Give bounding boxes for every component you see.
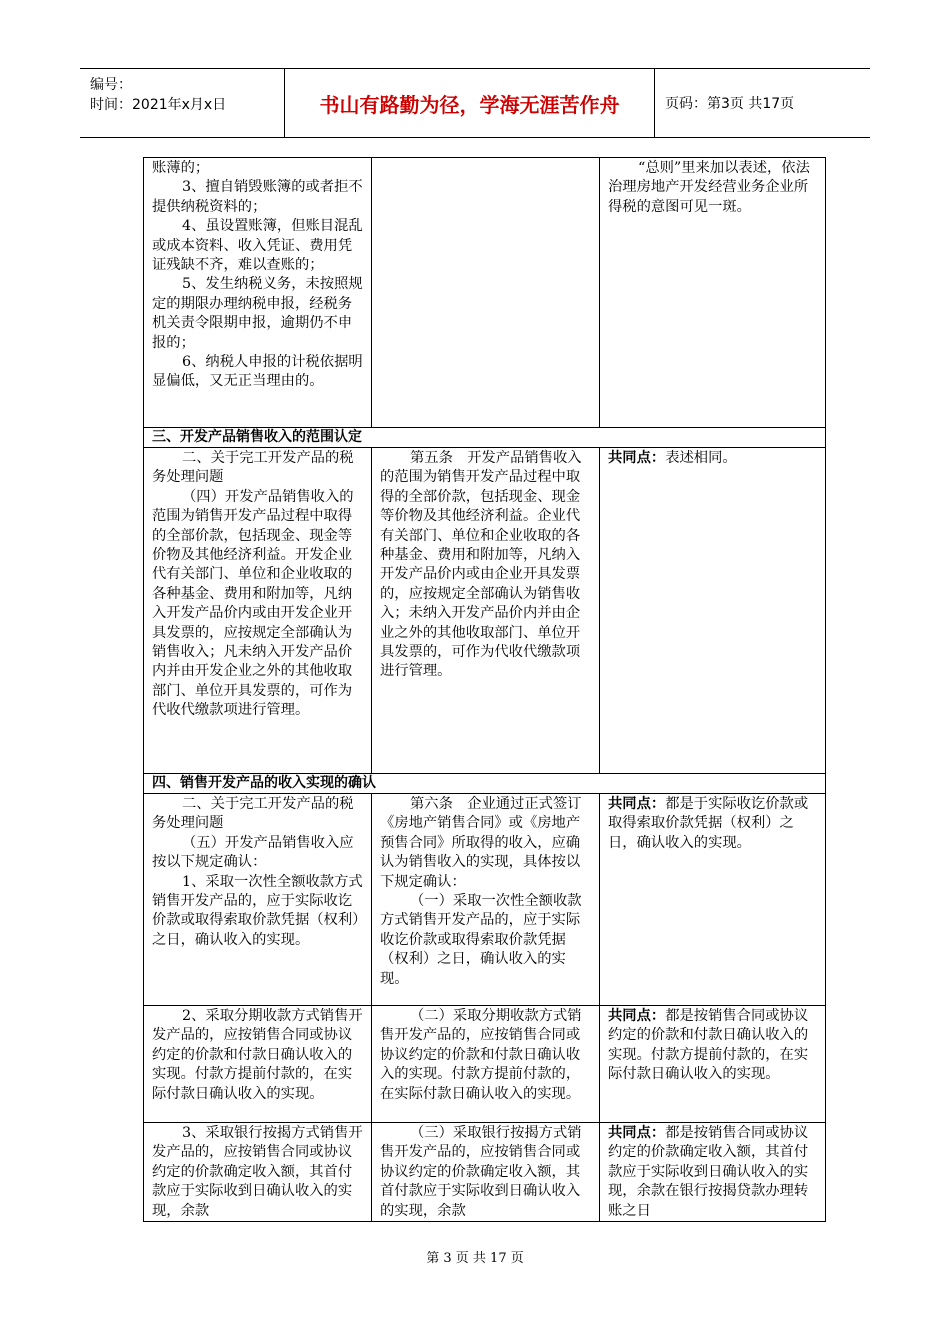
cell-new-rule (372, 794, 600, 1006)
table-row (144, 1123, 826, 1222)
header-meta (80, 69, 285, 137)
paragraph: “总则”里来加以表述，依法治理房地产开发经营业务企业所得税的意图可见一斑。 (608, 160, 810, 215)
cell-old-rule (144, 1123, 372, 1222)
cell-comment (600, 1123, 826, 1222)
section-row (144, 428, 826, 448)
paragraph: 4、虽设置账簿，但账目混乱或成本资料、收入凭证、费用凭证残缺不齐，难以查账的； (152, 218, 363, 274)
cell-new-rule (372, 448, 600, 774)
time-label: 时间：2021年x月x日 (90, 97, 227, 113)
cell-old-rule (144, 794, 372, 1006)
page-header (80, 68, 870, 138)
paragraph: 第六条 企业通过正式签订《房地产销售合同》或《房地产预售合同》所取得的收入，应确认为销售收入的实现，具体按以下规定确认： (380, 796, 582, 890)
page-footer: 第 3 页 共 17 页 (426, 1251, 524, 1266)
paragraph: （一）采取一次性全额收款方式销售开发产品的，应于实际收讫价款或取得索取价款凭据（权利）之日，确认收入的实现。 (380, 893, 582, 987)
cell-old-rule (144, 448, 372, 774)
cell-comment (600, 794, 826, 1006)
comment-text: 都是于实际收讫价款或取得索取价款凭据（权利）之日，确认收入的实现。 (608, 796, 809, 851)
comment-text: 表述相同。 (665, 450, 737, 466)
common-label: 共同点： (608, 796, 666, 812)
paragraph: （五）开发产品销售收入应按以下规定确认： (152, 834, 354, 871)
paragraph: 第五条 开发产品销售收入的范围为销售开发产品过程中取得的全部价款，包括现金、现金等价物及其他经济利益。企业代有关部门、单位和企业收取的各种基金、费用和附加等，凡纳入开发产品价内或由企业开具发票的，应按规定全部确认为销售收入；未纳入开发产品价内并由企业之外的其他收取部门、单位开具发票的，可作为代收代缴款项进行管理。 (380, 450, 582, 680)
section-heading: 四、销售开发产品的收入实现的确认 (144, 774, 826, 794)
header-motto: 书山有路勤为径，学海无涯苦作舟 (285, 69, 655, 137)
table-row (144, 794, 826, 1006)
cell-new-rule (372, 1123, 600, 1222)
paragraph: 二、关于完工开发产品的税务处理问题 (152, 796, 354, 832)
cell-new-rule (372, 1006, 600, 1123)
common-label: 共同点： (608, 450, 666, 466)
paragraph: 6、纳税人申报的计税依据明显偏低，又无正当理由的。 (152, 354, 363, 390)
comment-text: 都是按销售合同或协议约定的价款确定收入额，其首付款应于实际收到日确认收入的实现，余款在银行按揭贷款办理转账之日 (608, 1125, 809, 1219)
common-label: 共同点： (608, 1125, 666, 1141)
paragraph: 1、采取一次性全额收款方式销售开发产品的，应于实际收讫价款或取得索取价款凭据（权利）之日，确认收入的实现。 (152, 873, 363, 948)
table-row (144, 448, 826, 774)
common-label: 共同点： (608, 1008, 666, 1024)
cell-comment (600, 448, 826, 774)
cell-old-rule (144, 158, 372, 428)
paragraph: （二）采取分期收款方式销售开发产品的，应按销售合同或协议约定的价款和付款日确认收入的实现。付款方提前付款的，在实际付款日确认收入的实现。 (380, 1008, 582, 1102)
paragraph: （三）采取银行按揭方式销售开发产品的，应按销售合同或协议约定的价款确定收入额，其首付款应于实际收到日确认收入的实现，余款 (380, 1125, 582, 1219)
comment-text: 都是按销售合同或协议约定的价款和付款日确认收入的实现。付款方提前付款的，在实际付款日确认收入的实现。 (608, 1008, 809, 1083)
paragraph: 3、擅自销毁账簿的或者拒不提供纳税资料的； (152, 179, 363, 215)
number-label: 编号： (90, 77, 132, 93)
header-page-label: 页码：第3页 共17页 (665, 96, 795, 112)
paragraph: （四）开发产品销售收入的范围为销售开发产品过程中取得的全部价款，包括现金、现金等价物及其他经济利益。开发企业代有关部门、单位和企业收取的各种基金、费用和附加等，凡纳入开发产品价内或由开发企业开具发票的，应按规定全部确认为销售收入；凡未纳入开发产品价内并由开发企业之外的其他收取部门、单位开具发票的，可作为代收代缴款项进行管理。 (152, 488, 354, 719)
paragraph: 5、发生纳税义务，未按照规定的期限办理纳税申报，经税务机关责令限期申报，逾期仍不申报的； (152, 276, 363, 351)
comparison-table (143, 157, 826, 1222)
cell-comment (600, 1006, 826, 1123)
paragraph: 账薄的； (152, 160, 210, 176)
paragraph: 3、采取银行按揭方式销售开发产品的，应按销售合同或协议约定的价款确定收入额，其首付款应于实际收到日确认收入的实现，余款 (152, 1125, 363, 1219)
paragraph: 2、采取分期收款方式销售开发产品的，应按销售合同或协议约定的价款和付款日确认收入的实现。付款方提前付款的，在实际付款日确认收入的实现。 (152, 1008, 363, 1102)
section-heading: 三、开发产品销售收入的范围认定 (144, 428, 826, 448)
cell-comment (600, 158, 826, 428)
section-row (144, 774, 826, 794)
table-row (144, 1006, 826, 1123)
paragraph: 二、关于完工开发产品的税务处理问题 (152, 450, 354, 486)
cell-old-rule (144, 1006, 372, 1123)
table-row (144, 158, 826, 428)
cell-new-rule (372, 158, 600, 428)
